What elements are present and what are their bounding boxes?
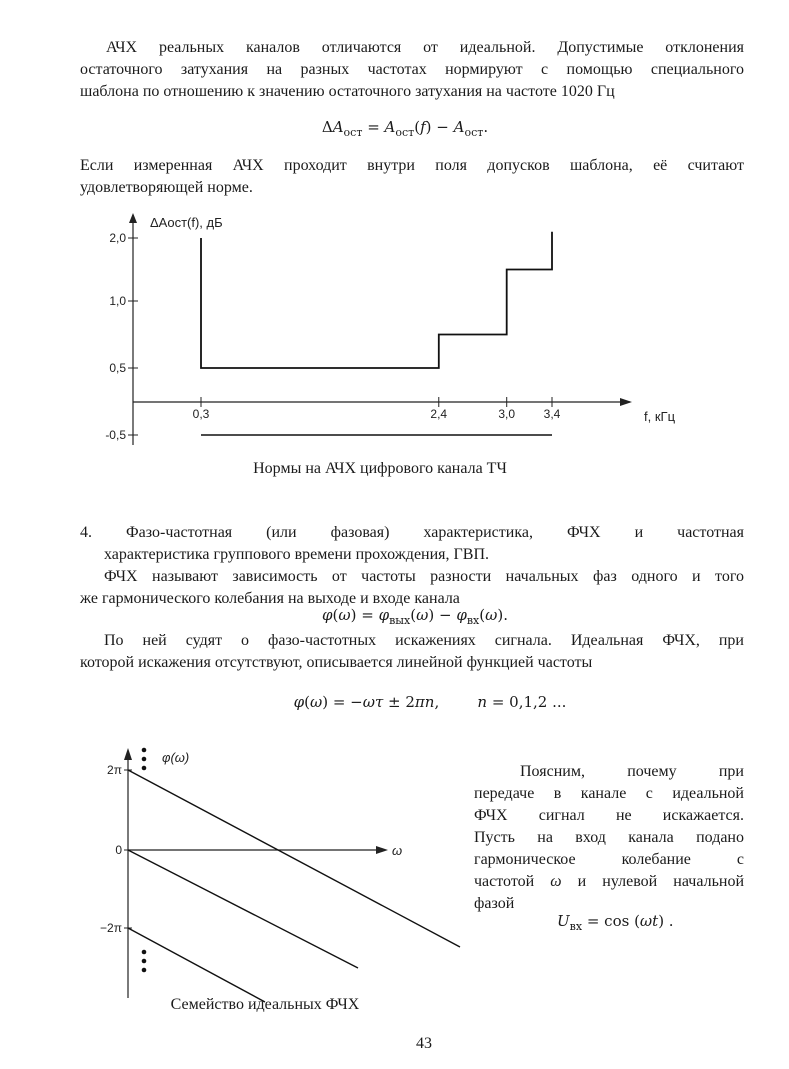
formula-delta-a: $\Delta A_{ост} = A_{ост}(f) - A_{ост}$. bbox=[321, 118, 489, 139]
intro-line-4: Если измеренная АЧХ проходит внутри поля допусков шаблона, её считают bbox=[80, 157, 744, 174]
side-line-5: гармоническое колебание с bbox=[474, 851, 744, 868]
ellipsis-dot bbox=[142, 968, 147, 973]
ellipsis-dot bbox=[142, 766, 147, 771]
side-line-7: фазой bbox=[474, 895, 515, 912]
norm-series-line bbox=[201, 232, 552, 368]
phase-y-axis-label: φ(ω) bbox=[162, 750, 190, 765]
ellipsis-dot bbox=[142, 950, 147, 955]
section4-line-5: По ней судят о фазо-частотных искажениях сигнала. Идеальная ФЧХ, при bbox=[104, 632, 744, 649]
phase-line bbox=[128, 850, 358, 968]
section4-line-3: ФЧХ называют зависимость от частоты разности начальных фаз одного и того bbox=[104, 568, 744, 585]
page-number: 43 bbox=[416, 1035, 432, 1052]
phase-y-tick-label: 0 bbox=[115, 843, 122, 857]
side-line-6: частотой ω и нулевой начальной bbox=[474, 873, 745, 890]
phase-chart-caption: Семейство идеальных ФЧХ bbox=[170, 996, 360, 1013]
section4-line-4: же гармонического колебания на выходе и входе канала bbox=[80, 590, 460, 607]
section4-line-1: 4. Фазо-частотная (или фазовая) характеристика, ФЧХ и частотная bbox=[80, 524, 744, 541]
template-chart-caption: Нормы на АЧХ цифрового канала ТЧ bbox=[253, 460, 507, 477]
phase-y-axis-arrow bbox=[124, 748, 132, 760]
formula-ideal-phase: φ(ω) = −ωτ ± 2πn, n = 0,1,2 ... bbox=[293, 693, 567, 711]
section4-line-6: которой искажения отсутствуют, описывается линейной функцией частоты bbox=[80, 654, 593, 671]
ellipsis-dot bbox=[142, 748, 147, 753]
x-axis-arrow bbox=[620, 398, 632, 406]
x-tick-label: 2,4 bbox=[430, 407, 448, 421]
phase-y-tick-label: −2π bbox=[100, 921, 122, 935]
formula-u-input: $U_{вх} = \cos (\omega t)$ . bbox=[557, 912, 674, 933]
phase-family-chart bbox=[90, 740, 470, 1005]
y-axis-label: ΔAост(f), дБ bbox=[150, 215, 223, 230]
ellipsis-dot bbox=[142, 959, 147, 964]
phase-y-tick-label: 2π bbox=[107, 763, 122, 777]
x-axis-label: f, кГц bbox=[644, 409, 676, 424]
side-line-3: ФЧХ сигнал не искажается. bbox=[474, 807, 744, 824]
intro-line-1: АЧХ реальных каналов отличаются от идеальной. Допустимые отклонения bbox=[106, 39, 744, 56]
phase-line bbox=[128, 928, 265, 1002]
phase-x-axis-label: ω bbox=[392, 843, 403, 858]
phase-x-axis-arrow bbox=[376, 846, 388, 854]
intro-line-3: шаблона по отношению к значению остаточного затухания на частоте 1020 Гц bbox=[80, 83, 615, 100]
y-axis-arrow bbox=[129, 213, 137, 223]
formula-phi: $\varphi(\omega) = \varphi_{вых}(\omega) - \varphi_{вх}(\omega)$. bbox=[322, 606, 508, 627]
x-tick-label: 3,4 bbox=[543, 407, 561, 421]
y-tick-label: 2,0 bbox=[109, 231, 126, 245]
side-line-2: передаче в канале с идеальной bbox=[474, 785, 744, 802]
y-tick-label: 0,5 bbox=[109, 361, 126, 375]
x-tick-label: 0,3 bbox=[192, 407, 210, 421]
x-tick-label: 3,0 bbox=[498, 407, 516, 421]
y-tick-label: 1,0 bbox=[109, 294, 126, 308]
section4-line-2: характеристика группового времени прохождения, ГВП. bbox=[104, 546, 490, 563]
side-line-4: Пусть на вход канала подано bbox=[474, 829, 744, 846]
side-line-1: Поясним, почему при bbox=[520, 763, 744, 780]
intro-line-5: удовлетворяющей норме. bbox=[80, 179, 253, 196]
intro-line-2: остаточного затухания на разных частотах нормируют с помощью специального bbox=[80, 61, 744, 78]
y-tick-label: -0,5 bbox=[105, 428, 126, 442]
ellipsis-dot bbox=[142, 757, 147, 762]
template-chart bbox=[90, 205, 710, 450]
phase-line bbox=[128, 770, 460, 947]
